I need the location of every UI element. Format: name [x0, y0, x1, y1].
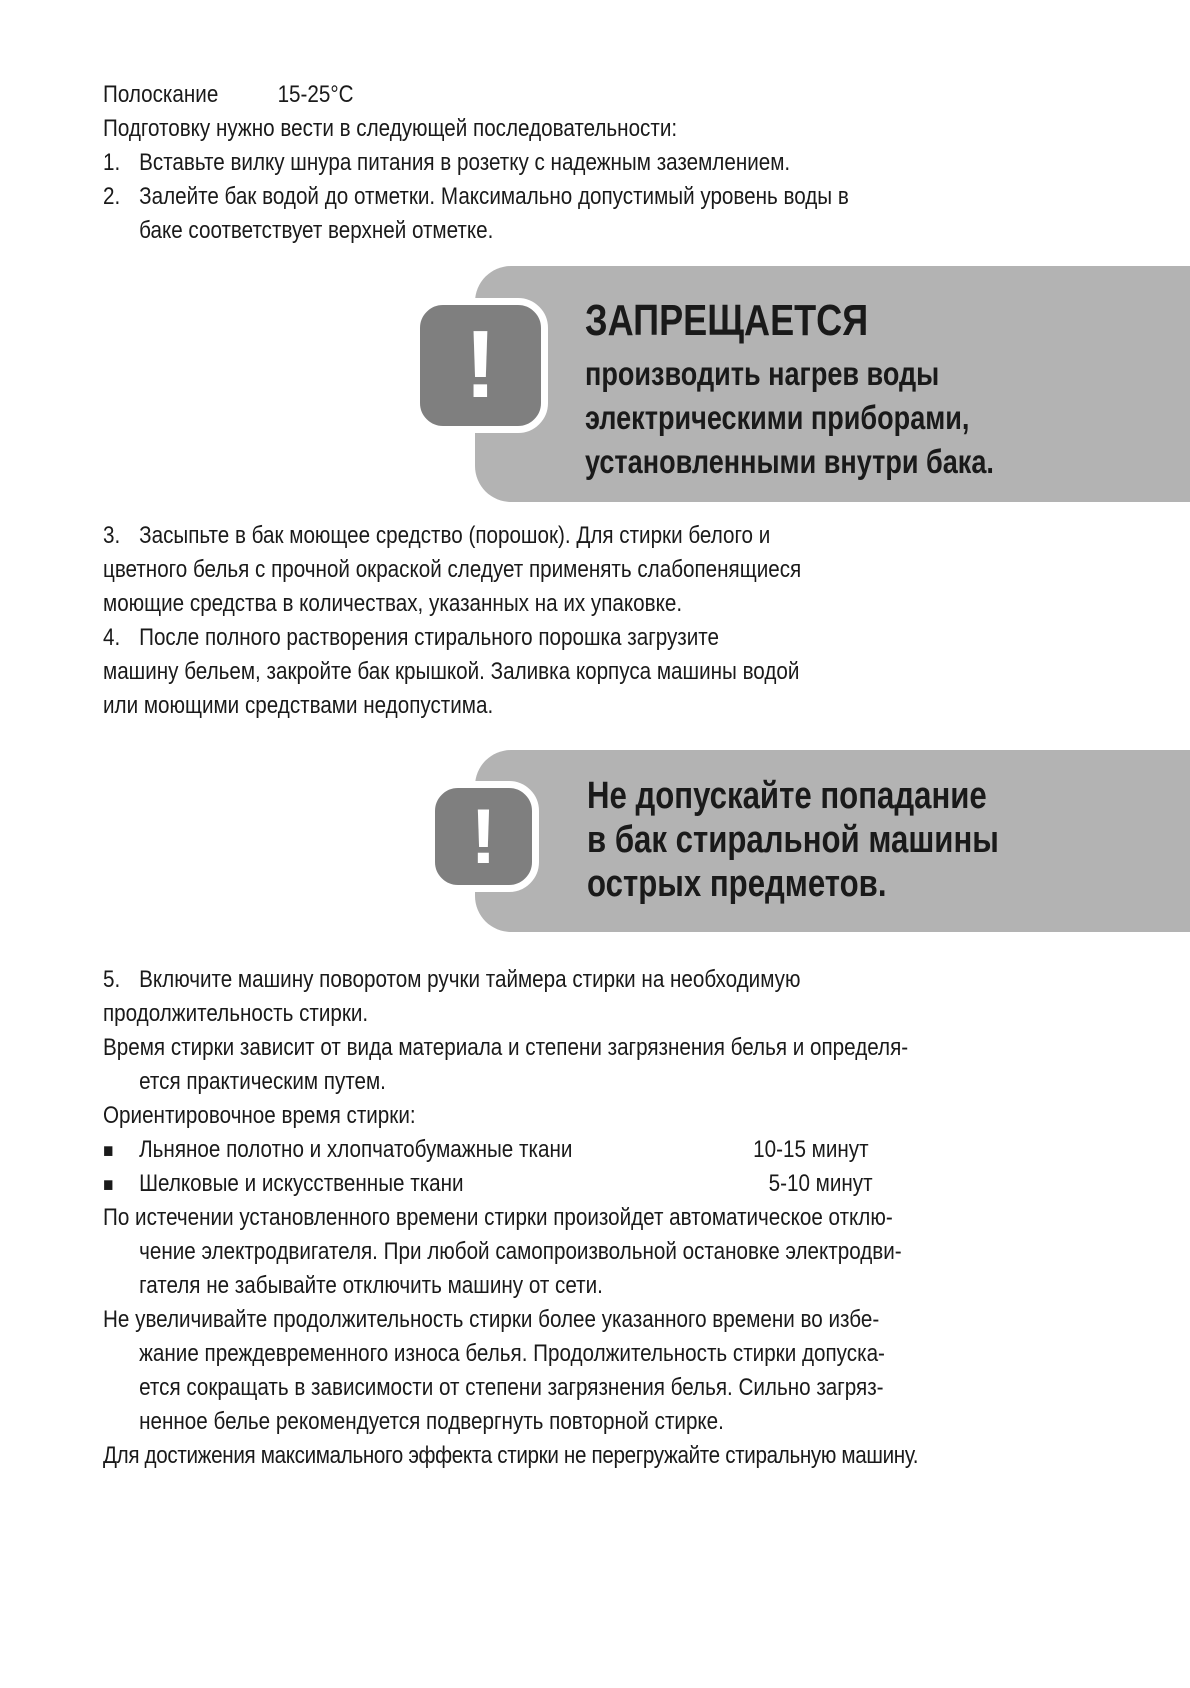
warning-title: ЗАПРЕЩАЕТСЯ	[585, 296, 869, 345]
step-3-line-2: цветного белья с прочной окраской следует применять слабопенящиеся	[103, 556, 802, 583]
warning-line-3: острых предметов.	[587, 863, 887, 905]
dont-exceed-line-4: ненное белье рекомендуется подвергнуть повторной стирке.	[139, 1408, 724, 1435]
step-1-text: Вставьте вилку шнура питания в розетку с надежным заземлением.	[139, 149, 791, 176]
step-1-number: 1.	[103, 149, 121, 176]
dont-exceed-line-2: жание преждевременного износа белья. Продолжительность стирки допуска-	[139, 1340, 885, 1367]
time-paragraph-line-2: ется практическим путем.	[139, 1068, 386, 1095]
rinse-temp: 15-25°C	[277, 81, 354, 108]
warning-line-3: установленными внутри бака.	[585, 443, 994, 480]
step-3-number: 3.	[103, 522, 121, 549]
fabric-row-1	[103, 1133, 929, 1167]
rinse-row	[103, 78, 929, 112]
auto-off-line-2: чение электродвигателя. При любой самопроизвольной остановке электродви-	[139, 1238, 902, 1265]
fabric-1-label: Льняное полотно и хлопчатобумажные ткани	[139, 1136, 573, 1163]
step-4-line-2: машину бельем, закройте бак крышкой. Заливка корпуса машины водой	[103, 658, 800, 685]
step-4-line-3: или моющими средствами недопустима.	[103, 692, 494, 719]
step-3-line-3: моющие средства в количествах, указанных на их упаковке.	[103, 590, 683, 617]
warning-line-1: производить нагрев воды	[585, 355, 940, 392]
step-5	[103, 963, 929, 997]
step-2	[103, 180, 929, 214]
warning-line-2: в бак стиральной машины	[587, 819, 999, 861]
steps-3-4-block	[103, 519, 929, 723]
warning-box-sharp-objects	[470, 750, 1190, 932]
warning-box-heating	[464, 266, 1190, 502]
final-note: Для достижения максимального эффекта стирки не перегружайте стиральную машину.	[103, 1442, 919, 1469]
step-2-text: Залейте бак водой до отметки. Максимально допустимый уровень воды в	[139, 183, 849, 210]
fabric-2-label: Шелковые и искусственные ткани	[139, 1170, 464, 1197]
step-3-text: Засыпьте в бак моющее средство (порошок). Для стирки белого и	[139, 522, 771, 549]
fabric-1-time: 10-15 минут	[753, 1136, 869, 1163]
step-5-text: Включите машину поворотом ручки таймера стирки на необходимую	[139, 966, 801, 993]
step-5-line-2: продолжительность стирки.	[103, 1000, 369, 1027]
fabric-row-2	[103, 1167, 929, 1201]
dont-exceed-line-3: ется сокращать в зависимости от степени загрязнения белья. Сильно загряз-	[139, 1374, 884, 1401]
auto-off-line-1: По истечении установленного времени стирки произойдет автоматическое отклю-	[103, 1204, 893, 1231]
rinse-label: Полоскание	[103, 81, 219, 108]
fabric-2-time: 5-10 минут	[768, 1170, 873, 1197]
step-4	[103, 621, 929, 655]
step-2-continuation: баке соответствует верхней отметке.	[139, 217, 494, 244]
step-4-text: После полного растворения стирального порошка загрузите	[139, 624, 719, 651]
approx-time-heading: Ориентировочное время стирки:	[103, 1102, 416, 1129]
exclamation-icon: !	[428, 781, 539, 892]
bullet-square-icon: ■	[103, 1174, 114, 1196]
dont-exceed-line-1: Не увеличивайте продолжительность стирки более указанного времени во избе-	[103, 1306, 880, 1333]
step-4-number: 4.	[103, 624, 121, 651]
warning-line-1: Не допускайте попадание	[587, 775, 987, 817]
auto-off-line-3: гателя не забывайте отключить машину от сети.	[139, 1272, 603, 1299]
exclamation-icon: !	[413, 298, 548, 433]
step-3	[103, 519, 929, 553]
time-paragraph-line-1: Время стирки зависит от вида материала и степени загрязнения белья и определя-	[103, 1034, 909, 1061]
wash-time-block	[103, 963, 929, 1473]
bullet-square-icon: ■	[103, 1140, 114, 1162]
step-2-number: 2.	[103, 183, 121, 210]
intro-block	[103, 78, 929, 248]
prep-intro: Подготовку нужно вести в следующей последовательности:	[103, 115, 678, 142]
warning-line-2: электрическими приборами,	[585, 399, 970, 436]
step-1	[103, 146, 929, 180]
step-5-number: 5.	[103, 966, 121, 993]
